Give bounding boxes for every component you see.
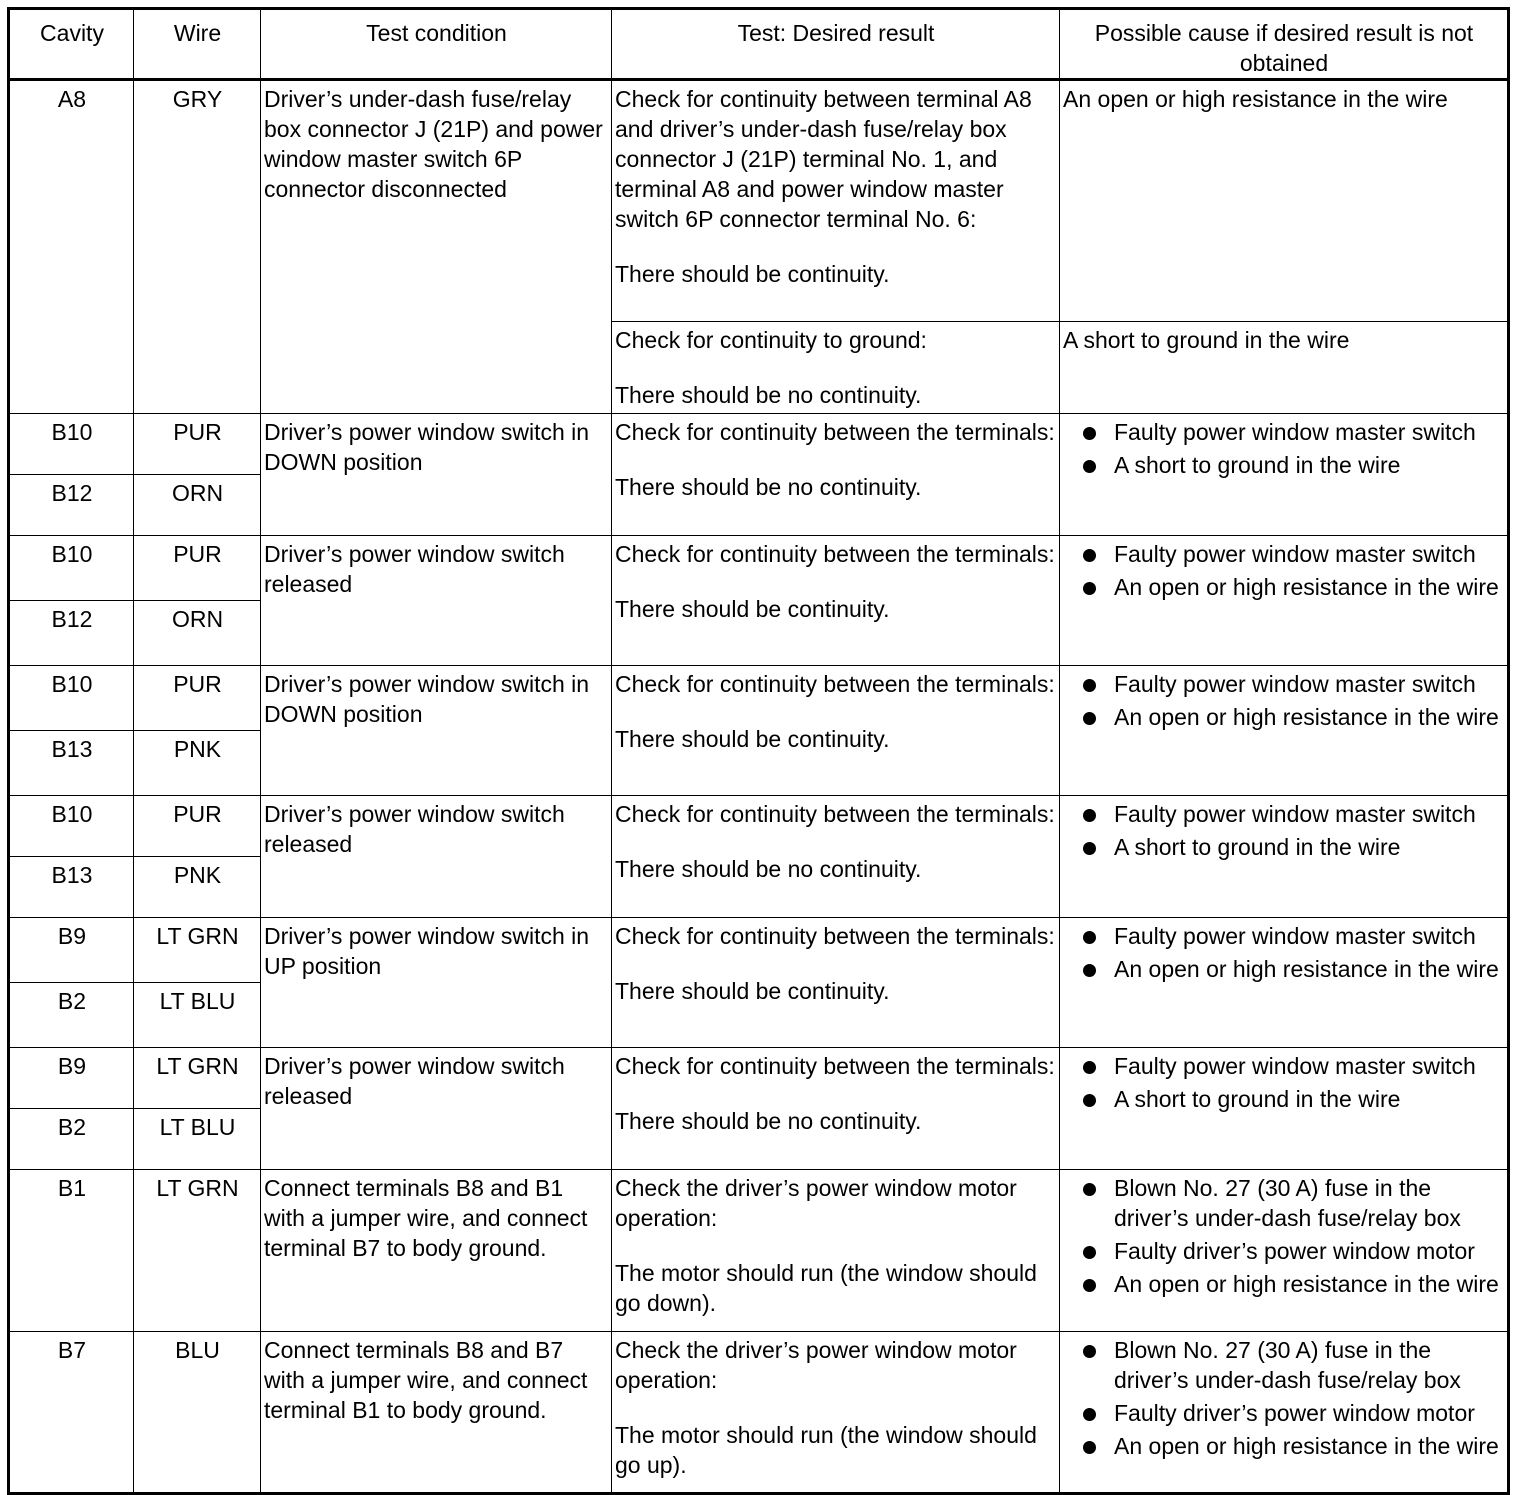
- cavity-cell: B10: [9, 414, 134, 475]
- table-row: [9, 1332, 1509, 1494]
- result-cell: [612, 1170, 1060, 1332]
- wire-cell: PUR: [134, 536, 261, 601]
- check-text: Check the driver’s power window motor operation:: [615, 1337, 1017, 1393]
- result-cell: [612, 666, 1060, 796]
- header-row: [9, 9, 1509, 80]
- cause-list-item: Faulty driver’s power window motor: [1063, 1236, 1505, 1266]
- condition-cell: Connect terminals B8 and B1 with a jumper wire, and connect terminal B7 to body ground.: [261, 1170, 612, 1332]
- cause-cell: An open or high resistance in the wire: [1060, 80, 1509, 322]
- expect-text: There should be no continuity.: [615, 474, 922, 500]
- cavity-cell: B1: [9, 1170, 134, 1332]
- cause-list: [1063, 921, 1505, 984]
- wire-cell: PUR: [134, 666, 261, 731]
- wire-cell: PNK: [134, 857, 261, 918]
- wire-cell: LT BLU: [134, 1109, 261, 1170]
- condition-cell: Connect terminals B8 and B7 with a jumper wire, and connect terminal B1 to body ground.: [261, 1332, 612, 1494]
- cause-list: [1063, 799, 1505, 862]
- cause-cell: A short to ground in the wire: [1060, 322, 1509, 414]
- table-row: [9, 80, 1509, 322]
- cause-list: [1063, 1335, 1505, 1461]
- header-test-condition: Test condition: [261, 9, 612, 80]
- table-row: [9, 796, 1509, 857]
- cause-cell: [1060, 918, 1509, 1048]
- expect-text: There should be continuity.: [615, 978, 890, 1004]
- cause-cell: [1060, 1332, 1509, 1494]
- wire-cell: PUR: [134, 414, 261, 475]
- cavity-cell: B7: [9, 1332, 134, 1494]
- table-row: [9, 536, 1509, 601]
- result-cell: [612, 1048, 1060, 1170]
- check-text: Check the driver’s power window motor operation:: [615, 1175, 1017, 1231]
- result-cell: [612, 322, 1060, 414]
- expect-text: There should be continuity.: [615, 261, 890, 287]
- condition-cell: Driver’s power window switch released: [261, 1048, 612, 1170]
- check-text: Check for continuity between the terminals:: [615, 541, 1055, 567]
- cause-list-item: An open or high resistance in the wire: [1063, 954, 1505, 984]
- cause-list-item: Faulty driver’s power window motor: [1063, 1398, 1505, 1428]
- cavity-cell: B2: [9, 983, 134, 1048]
- condition-cell: Driver’s power window switch released: [261, 536, 612, 666]
- cavity-cell: B10: [9, 666, 134, 731]
- result-cell: [612, 414, 1060, 536]
- cause-list-item: Faulty power window master switch: [1063, 417, 1505, 447]
- expect-text: The motor should run (the window should go up).: [615, 1422, 1037, 1478]
- check-text: Check for continuity between the terminals:: [615, 923, 1055, 949]
- cavity-cell: B13: [9, 731, 134, 796]
- condition-cell: Driver’s power window switch in DOWN position: [261, 666, 612, 796]
- cavity-cell: B10: [9, 796, 134, 857]
- result-cell: [612, 918, 1060, 1048]
- cause-list-item: Blown No. 27 (30 A) fuse in the driver’s under-dash fuse/relay box: [1063, 1173, 1505, 1233]
- result-cell: [612, 1332, 1060, 1494]
- cause-list-item: An open or high resistance in the wire: [1063, 702, 1505, 732]
- wire-cell: LT GRN: [134, 918, 261, 983]
- cause-list: [1063, 417, 1505, 480]
- cause-list-item: A short to ground in the wire: [1063, 1084, 1505, 1114]
- troubleshooting-table-container: [7, 7, 1510, 1495]
- cause-list-item: Faulty power window master switch: [1063, 799, 1505, 829]
- table-row: [9, 666, 1509, 731]
- cause-list-item: Blown No. 27 (30 A) fuse in the driver’s under-dash fuse/relay box: [1063, 1335, 1505, 1395]
- condition-cell: Driver’s power window switch in DOWN position: [261, 414, 612, 536]
- expect-text: There should be no continuity.: [615, 1108, 922, 1134]
- cause-list-item: Faulty power window master switch: [1063, 1051, 1505, 1081]
- result-cell: [612, 796, 1060, 918]
- check-text: Check for continuity between the terminals:: [615, 671, 1055, 697]
- cause-cell: [1060, 796, 1509, 918]
- cause-list: [1063, 1051, 1505, 1114]
- wire-cell: BLU: [134, 1332, 261, 1494]
- cause-cell: [1060, 1048, 1509, 1170]
- condition-cell: Driver’s under-dash fuse/relay box connector J (21P) and power window master switch 6P connector disconnected: [261, 80, 612, 414]
- table-row: [9, 1048, 1509, 1109]
- expect-text: There should be no continuity.: [615, 856, 922, 882]
- cavity-cell: B10: [9, 536, 134, 601]
- cause-cell: [1060, 1170, 1509, 1332]
- result-cell: [612, 536, 1060, 666]
- cavity-cell: B2: [9, 1109, 134, 1170]
- cavity-cell: B13: [9, 857, 134, 918]
- cause-list-item: An open or high resistance in the wire: [1063, 1431, 1505, 1461]
- check-text: Check for continuity between the terminals:: [615, 419, 1055, 445]
- condition-cell: Driver’s power window switch released: [261, 796, 612, 918]
- troubleshooting-table: [7, 7, 1510, 1495]
- cause-list-item: Faulty power window master switch: [1063, 669, 1505, 699]
- cause-list-item: Faulty power window master switch: [1063, 921, 1505, 951]
- expect-text: There should be no continuity.: [615, 382, 922, 408]
- expect-text: There should be continuity.: [615, 726, 890, 752]
- cavity-cell: B12: [9, 601, 134, 666]
- cause-list-item: A short to ground in the wire: [1063, 832, 1505, 862]
- cavity-cell: B9: [9, 1048, 134, 1109]
- expect-text: There should be continuity.: [615, 596, 890, 622]
- table-row: [9, 1170, 1509, 1332]
- table-body: [9, 80, 1509, 1494]
- cause-cell: [1060, 536, 1509, 666]
- check-text: Check for continuity between the terminals:: [615, 801, 1055, 827]
- wire-cell: ORN: [134, 475, 261, 536]
- check-text: Check for continuity between terminal A8 and driver’s under-dash fuse/relay box connector J (21P) terminal No. 1, and terminal A8 and power window master switch 6P connector terminal No. 6:: [615, 86, 1032, 232]
- wire-cell: GRY: [134, 80, 261, 414]
- cause-list-item: An open or high resistance in the wire: [1063, 572, 1505, 602]
- header-possible-cause: Possible cause if desired result is not obtained: [1060, 9, 1509, 80]
- wire-cell: LT GRN: [134, 1048, 261, 1109]
- cause-list: [1063, 669, 1505, 732]
- cause-list-item: A short to ground in the wire: [1063, 450, 1505, 480]
- check-text: Check for continuity between the terminals:: [615, 1053, 1055, 1079]
- cavity-cell: B12: [9, 475, 134, 536]
- wire-cell: PNK: [134, 731, 261, 796]
- header-cavity: Cavity: [9, 9, 134, 80]
- table-row: [9, 918, 1509, 983]
- wire-cell: PUR: [134, 796, 261, 857]
- header-wire: Wire: [134, 9, 261, 80]
- cause-list: [1063, 1173, 1505, 1299]
- wire-cell: LT GRN: [134, 1170, 261, 1332]
- cause-list-item: Faulty power window master switch: [1063, 539, 1505, 569]
- wire-cell: ORN: [134, 601, 261, 666]
- wire-cell: LT BLU: [134, 983, 261, 1048]
- expect-text: The motor should run (the window should go down).: [615, 1260, 1037, 1316]
- cause-list: [1063, 539, 1505, 602]
- check-text: Check for continuity to ground:: [615, 327, 927, 353]
- cavity-cell: B9: [9, 918, 134, 983]
- cause-cell: [1060, 666, 1509, 796]
- header-desired-result: Test: Desired result: [612, 9, 1060, 80]
- cavity-cell: A8: [9, 80, 134, 414]
- table-row: [9, 414, 1509, 475]
- condition-cell: Driver’s power window switch in UP position: [261, 918, 612, 1048]
- result-cell: [612, 80, 1060, 322]
- cause-list-item: An open or high resistance in the wire: [1063, 1269, 1505, 1299]
- cause-cell: [1060, 414, 1509, 536]
